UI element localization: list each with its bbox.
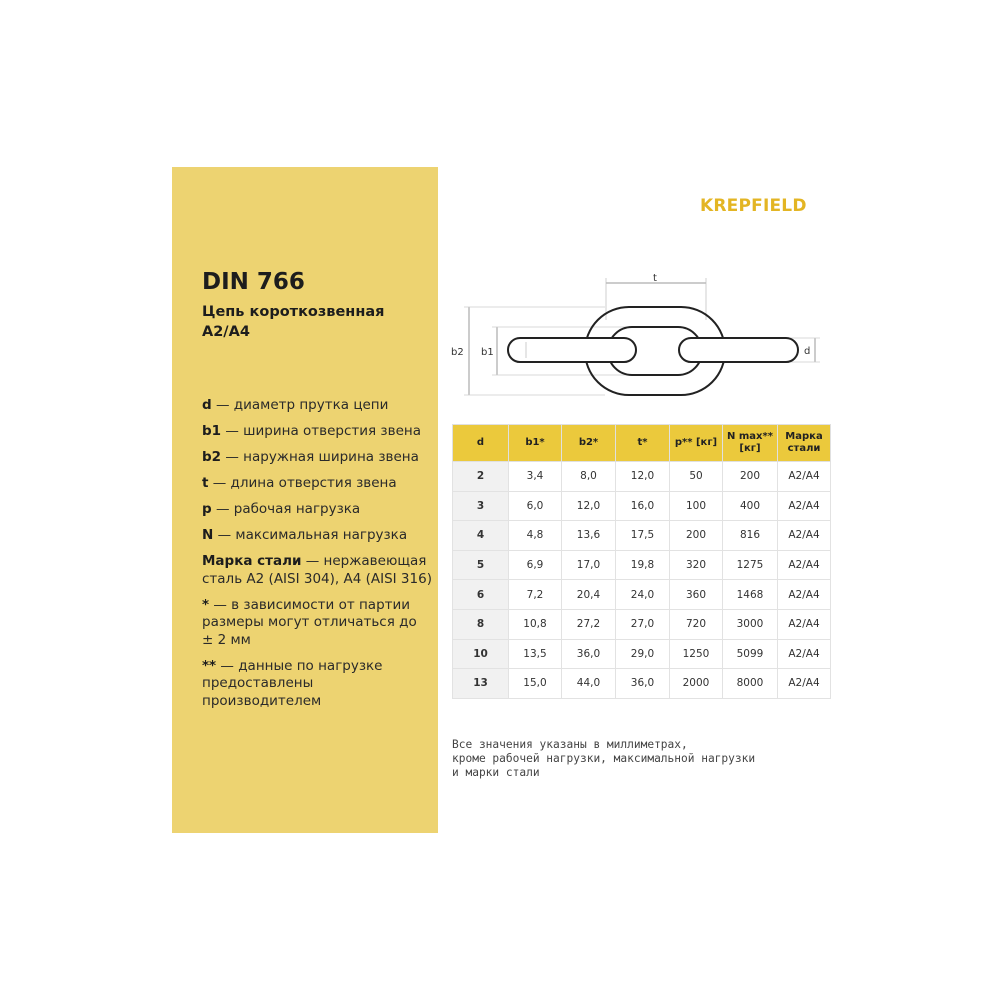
cell: 13,6 bbox=[562, 521, 616, 551]
cell: 20,4 bbox=[562, 580, 616, 610]
cell: 29,0 bbox=[616, 639, 670, 669]
col-d-header: d bbox=[453, 425, 509, 462]
cell: 2000 bbox=[670, 669, 723, 699]
legend bbox=[202, 397, 432, 719]
table-row bbox=[453, 491, 831, 521]
legend-item-d bbox=[202, 397, 432, 415]
cell: 200 bbox=[723, 462, 778, 492]
legend-item-double-asterisk bbox=[202, 658, 432, 711]
cell: 4 bbox=[453, 521, 509, 551]
cell: A2/A4 bbox=[778, 669, 831, 699]
cell: A2/A4 bbox=[778, 521, 831, 551]
legend-text: — данные по нагрузке предоставлены производителем bbox=[202, 657, 383, 709]
legend-text: — диаметр прутка цепи bbox=[211, 397, 389, 413]
cell: 1468 bbox=[723, 580, 778, 610]
cell: A2/A4 bbox=[778, 580, 831, 610]
legend-text: — в зависимости от партии размеры могут отличаться до ± 2 мм bbox=[202, 596, 417, 648]
col-steel-header bbox=[778, 425, 831, 462]
col-t-header: t* bbox=[616, 425, 670, 462]
col-nmax-header-text: N max** [кг] bbox=[727, 431, 773, 454]
page-subtitle bbox=[202, 302, 384, 342]
table-row bbox=[453, 669, 831, 699]
cell: 12,0 bbox=[562, 491, 616, 521]
legend-term: N bbox=[202, 527, 214, 543]
brand-logo: KREPFIELD bbox=[700, 196, 807, 216]
legend-item-b2 bbox=[202, 449, 432, 467]
cell: 816 bbox=[723, 521, 778, 551]
cell: 3 bbox=[453, 491, 509, 521]
cell: 2 bbox=[453, 462, 509, 492]
legend-term: b1 bbox=[202, 423, 222, 439]
legend-text: — длина отверстия звена bbox=[208, 475, 397, 491]
label-d: d bbox=[804, 346, 811, 357]
table-row bbox=[453, 639, 831, 669]
page-title: DIN 766 bbox=[202, 269, 305, 295]
cell: 36,0 bbox=[616, 669, 670, 699]
legend-term: d bbox=[202, 397, 212, 413]
legend-term: b2 bbox=[202, 449, 222, 465]
cell: 5 bbox=[453, 550, 509, 580]
cell: 19,8 bbox=[616, 550, 670, 580]
cell: 16,0 bbox=[616, 491, 670, 521]
legend-term: Марка стали bbox=[202, 553, 302, 569]
cell: 8000 bbox=[723, 669, 778, 699]
table-row bbox=[453, 609, 831, 639]
legend-term: * bbox=[202, 596, 210, 613]
cell: 400 bbox=[723, 491, 778, 521]
cell: 6 bbox=[453, 580, 509, 610]
cell: A2/A4 bbox=[778, 550, 831, 580]
cell: 8 bbox=[453, 609, 509, 639]
label-t: t bbox=[653, 273, 657, 284]
cell: 44,0 bbox=[562, 669, 616, 699]
legend-item-p bbox=[202, 501, 432, 519]
cell: 24,0 bbox=[616, 580, 670, 610]
label-b1: b1 bbox=[481, 347, 494, 358]
cell: 5099 bbox=[723, 639, 778, 669]
subtitle-line-2: A2/A4 bbox=[202, 324, 250, 340]
table-row bbox=[453, 521, 831, 551]
cell: 27,2 bbox=[562, 609, 616, 639]
cell: A2/A4 bbox=[778, 639, 831, 669]
col-steel-header-text: Марка стали bbox=[785, 431, 823, 454]
legend-item-b1 bbox=[202, 423, 432, 441]
cell: 10,8 bbox=[509, 609, 562, 639]
table-body bbox=[453, 462, 831, 699]
chain-link-right bbox=[679, 338, 798, 362]
legend-text: — ширина отверстия звена bbox=[221, 423, 421, 439]
footnote-line-1: Все значения указаны в миллиметрах, bbox=[452, 738, 688, 751]
footnote-line-2: кроме рабочей нагрузки, максимальной нагрузки bbox=[452, 752, 756, 765]
spec-table bbox=[452, 424, 831, 699]
legend-text: — максимальная нагрузка bbox=[213, 527, 408, 543]
legend-item-asterisk bbox=[202, 597, 432, 650]
cell: 4,8 bbox=[509, 521, 562, 551]
table-row bbox=[453, 462, 831, 492]
chain-diagram bbox=[440, 270, 840, 410]
cell: 6,0 bbox=[509, 491, 562, 521]
cell: 3000 bbox=[723, 609, 778, 639]
cell: 320 bbox=[670, 550, 723, 580]
legend-item-n bbox=[202, 527, 432, 545]
subtitle-line-1: Цепь короткозвенная bbox=[202, 304, 385, 320]
legend-text: — нержавеющая сталь A2 (AISI 304), A4 (AISI 316) bbox=[202, 553, 432, 587]
cell: 36,0 bbox=[562, 639, 616, 669]
chain-link-left bbox=[508, 338, 636, 362]
cell: 17,0 bbox=[562, 550, 616, 580]
legend-item-steel bbox=[202, 553, 432, 588]
table-row bbox=[453, 550, 831, 580]
cell: 50 bbox=[670, 462, 723, 492]
cell: 7,2 bbox=[509, 580, 562, 610]
cell: 1275 bbox=[723, 550, 778, 580]
col-p-header: p** [кг] bbox=[670, 425, 723, 462]
cell: 720 bbox=[670, 609, 723, 639]
col-b2-header: b2* bbox=[562, 425, 616, 462]
col-nmax-header bbox=[723, 425, 778, 462]
cell: A2/A4 bbox=[778, 462, 831, 492]
cell: 200 bbox=[670, 521, 723, 551]
cell: 10 bbox=[453, 639, 509, 669]
legend-text: — рабочая нагрузка bbox=[211, 501, 361, 517]
legend-term: p bbox=[202, 501, 212, 517]
cell: 3,4 bbox=[509, 462, 562, 492]
cell: 12,0 bbox=[616, 462, 670, 492]
table-row bbox=[453, 580, 831, 610]
info-panel bbox=[172, 167, 438, 833]
cell: 8,0 bbox=[562, 462, 616, 492]
legend-text: — наружная ширина звена bbox=[221, 449, 419, 465]
cell: 13,5 bbox=[509, 639, 562, 669]
cell: A2/A4 bbox=[778, 609, 831, 639]
legend-item-t bbox=[202, 475, 432, 493]
cell: 1250 bbox=[670, 639, 723, 669]
footnote bbox=[452, 738, 822, 780]
label-b2: b2 bbox=[451, 347, 464, 358]
footnote-line-3: и марки стали bbox=[452, 766, 540, 779]
legend-term: ** bbox=[202, 657, 217, 674]
cell: 6,9 bbox=[509, 550, 562, 580]
col-b1-header: b1* bbox=[509, 425, 562, 462]
cell: A2/A4 bbox=[778, 491, 831, 521]
cell: 100 bbox=[670, 491, 723, 521]
table-header-row bbox=[453, 425, 831, 462]
cell: 13 bbox=[453, 669, 509, 699]
cell: 15,0 bbox=[509, 669, 562, 699]
cell: 17,5 bbox=[616, 521, 670, 551]
cell: 27,0 bbox=[616, 609, 670, 639]
cell: 360 bbox=[670, 580, 723, 610]
legend-term: t bbox=[202, 475, 209, 491]
